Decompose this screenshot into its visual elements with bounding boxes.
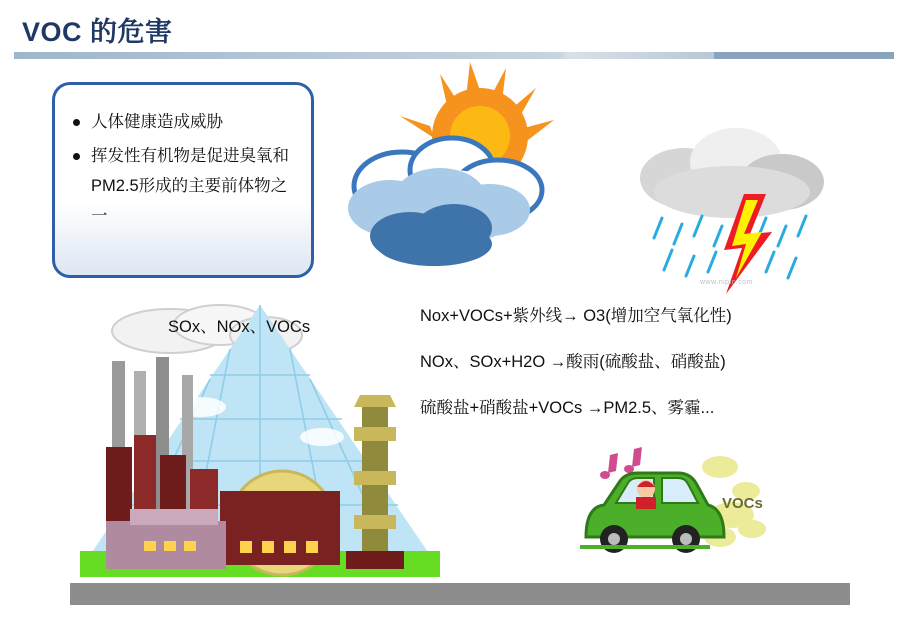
list-item: 挥发性有机物是促进臭氧和PM2.5形成的主要前体物之一	[73, 141, 295, 231]
watermark-text: www.nipic.com	[700, 279, 753, 286]
green-car-icon	[580, 473, 724, 553]
list-item: 人体健康造成威胁	[73, 107, 295, 137]
small-cloud-icon	[300, 428, 344, 446]
equation-line: 硫酸盐+硝酸盐+VOCs →PM2.5、雾霾...	[420, 399, 715, 417]
car-illustration	[570, 445, 820, 580]
equation-list	[420, 305, 890, 443]
factory-illustration	[70, 295, 470, 585]
title-divider-accent	[714, 52, 894, 59]
equation-line: Nox+VOCs+紫外线→ O3(增加空气氧化性)	[420, 307, 732, 325]
smoke-emission-label: SOx、NOx、VOCs	[168, 318, 311, 336]
car-emission-label: VOCs	[722, 495, 763, 512]
cloud-gray-icon	[640, 128, 824, 218]
page-title: VOC 的危害	[22, 17, 173, 47]
bullet-list	[73, 107, 295, 231]
ground-bar	[70, 583, 850, 605]
equation-line: NOx、SOx+H2O →酸雨(硫酸盐、硝酸盐)	[420, 353, 726, 371]
small-cloud-icon	[174, 397, 226, 417]
bullet-callout-box	[52, 82, 314, 278]
sun-and-clouds-illustration	[330, 58, 600, 288]
